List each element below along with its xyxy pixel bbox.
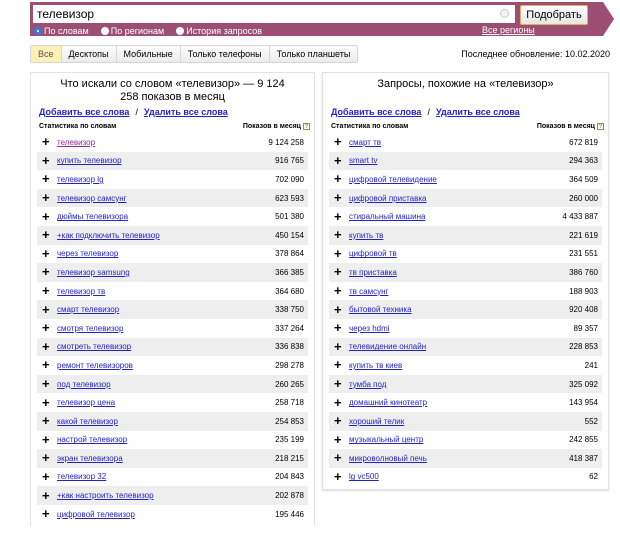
keyword-link[interactable]: смарт телевизор [57,305,120,315]
table-row [37,431,308,450]
add-keyword-icon[interactable]: + [334,338,342,354]
table-row [329,431,602,450]
keyword-link[interactable]: lg vc500 [349,472,379,482]
add-keyword-icon[interactable]: + [334,134,342,150]
table-row [329,300,602,319]
table-row [329,319,602,338]
impressions-count: 418 387 [569,453,598,463]
keyword-link[interactable]: какой телевизор [57,416,118,426]
radio-label: История запросов [186,25,262,36]
add-keyword-icon[interactable]: + [334,320,342,336]
keyword-link[interactable]: телевидение онлайн [349,342,427,352]
impressions-count: 672 819 [569,137,598,147]
add-keyword-icon[interactable]: + [42,134,50,150]
table-row [329,375,602,394]
keyword-link[interactable]: домашний кинотеатр [349,398,428,408]
add-keyword-icon[interactable]: + [42,431,50,447]
add-all-words-link[interactable]: Добавить все слова [331,107,422,117]
impressions-count: 254 853 [275,416,304,426]
keyword-link[interactable]: телевизор самсунг [57,193,127,203]
add-keyword-icon[interactable]: + [42,376,50,392]
radio-unchecked-icon[interactable] [101,27,109,35]
search-input[interactable] [33,5,515,23]
table-row [329,338,602,357]
keyword-link[interactable]: телевизор тв [57,286,106,296]
table-row [37,505,308,524]
keyword-link[interactable]: смарт тв [349,137,382,147]
table-row [329,468,602,487]
impressions-count: 241 [584,360,598,370]
impressions-count: 336 838 [275,342,304,352]
add-keyword-icon[interactable]: + [334,283,342,299]
add-keyword-icon[interactable]: + [42,338,50,354]
help-icon[interactable]: ? [598,123,603,130]
impressions-count: 364 509 [569,174,598,184]
table-row [37,486,308,505]
table-row [37,189,308,208]
impressions-count: 258 718 [275,398,304,408]
add-keyword-icon[interactable]: + [42,245,50,261]
add-keyword-icon[interactable]: + [334,450,342,466]
impressions-count: 298 278 [275,360,304,370]
column-count: Показов в месяц ? [242,123,309,130]
column-keyword: Статистика по словам [331,123,409,130]
table-row [37,468,308,487]
keyword-link[interactable]: ремонт телевизоров [57,360,133,370]
add-keyword-icon[interactable]: + [42,152,50,168]
keyword-link[interactable]: телевизор 32 [57,472,107,482]
table-row [37,152,308,171]
separator: / [427,107,430,117]
add-keyword-icon[interactable]: + [42,394,50,410]
impressions-count: 235 199 [275,435,304,445]
keyword-link[interactable]: телевизор [57,137,96,147]
table-row [37,245,308,264]
keyword-link[interactable]: хороший телик [349,416,405,426]
impressions-count: 386 760 [569,267,598,277]
table-row [37,226,308,245]
table-row [37,375,308,394]
add-keyword-icon[interactable]: + [334,413,342,429]
table-row [329,226,602,245]
keyword-link[interactable]: тв самсунг [349,286,389,296]
search-bar [30,2,603,36]
keyword-link[interactable]: купить телевизор [57,156,122,166]
impressions-count: 221 619 [569,230,598,240]
table-row [37,449,308,468]
impressions-count: 260 000 [569,193,598,203]
table-row [329,356,602,375]
help-icon[interactable]: ? [304,123,309,130]
table-header [323,121,608,133]
table-header [31,121,314,133]
radio-by-regions[interactable] [101,26,164,36]
add-keyword-icon[interactable]: + [334,357,342,373]
table-row [37,263,308,282]
impressions-count: 260 265 [275,379,304,389]
table-row [37,356,308,375]
radio-by-words[interactable] [34,26,89,36]
keyword-list [323,133,608,486]
impressions-count: 552 [584,416,598,426]
radio-unchecked-icon[interactable] [176,27,184,35]
tab-mobile[interactable]: Мобильные [117,46,181,62]
impressions-count: 242 855 [569,435,598,445]
keyword-link[interactable]: бытовой техника [349,305,412,315]
impressions-count: 916 765 [275,156,304,166]
tab-phones-only[interactable]: Только телефоны [181,46,270,62]
add-keyword-icon[interactable]: + [42,487,50,503]
table-row [37,170,308,189]
clear-icon[interactable] [500,9,509,18]
table-row [37,319,308,338]
column-keyword: Статистика по словам [39,123,117,130]
table-row [37,338,308,357]
add-keyword-icon[interactable]: + [42,227,50,243]
tab-all[interactable]: Все [31,46,62,62]
table-row [329,449,602,468]
impressions-count: 378 864 [275,249,304,259]
column-count: Показов в месяц ? [536,123,603,130]
table-row [329,263,602,282]
impressions-count: 143 954 [569,398,598,408]
impressions-count: 231 551 [569,249,598,259]
radio-checked-icon[interactable] [34,27,42,35]
impressions-count: 62 [589,472,598,482]
add-keyword-icon[interactable]: + [334,190,342,206]
tab-desktops[interactable]: Десктопы [62,46,117,62]
keyword-link[interactable]: через телевизор [57,249,119,259]
impressions-count: 4 433 887 [562,212,598,222]
impressions-count: 702 090 [275,174,304,184]
add-keyword-icon[interactable]: + [42,283,50,299]
add-keyword-icon[interactable]: + [42,468,50,484]
keyword-link[interactable]: музыкальный центр [349,435,424,445]
panel-actions [323,105,608,119]
keyword-list [31,133,314,523]
impressions-count: 204 843 [275,472,304,482]
keyword-link[interactable]: настрой телевизор [57,435,128,445]
submit-button[interactable]: Подобрать [520,5,588,25]
keyword-link[interactable]: +как подключить телевизор [57,230,160,240]
keyword-link[interactable]: телевизор цена [57,398,116,408]
add-keyword-icon[interactable]: + [42,208,50,224]
impressions-count: 366 385 [275,267,304,277]
keyword-link[interactable]: тумба под [349,379,387,389]
impressions-count: 337 264 [275,323,304,333]
keyword-link[interactable]: экран телевизора [57,453,123,463]
keyword-link[interactable]: дюймы телевизора [57,212,129,222]
table-row [329,189,602,208]
table-row [37,207,308,226]
keyword-link[interactable]: смотря телевизор [57,323,124,333]
keyword-link[interactable]: микроволновый печь [349,453,427,463]
add-keyword-icon[interactable]: + [42,320,50,336]
add-keyword-icon[interactable]: + [42,171,50,187]
keyword-link[interactable]: цифровой телевизор [57,509,135,519]
keyword-link[interactable]: стиральный машина [349,212,426,222]
add-keyword-icon[interactable]: + [334,301,342,317]
impressions-count: 501 380 [275,212,304,222]
table-row [329,207,602,226]
add-keyword-icon[interactable]: + [334,376,342,392]
impressions-count: 228 853 [569,342,598,352]
add-keyword-icon[interactable]: + [334,431,342,447]
impressions-count: 325 092 [569,379,598,389]
radio-query-history[interactable] [176,26,262,36]
add-keyword-icon[interactable]: + [42,301,50,317]
add-keyword-icon[interactable]: + [334,245,342,261]
impressions-count: 202 878 [275,491,304,501]
add-keyword-icon[interactable]: + [334,208,342,224]
keyword-link[interactable]: купить тв киев [349,360,403,370]
keyword-link[interactable]: телевизор samsung [57,267,130,277]
radio-label: По регионам [110,25,165,36]
remove-all-words-link[interactable]: Удалить все слова [435,107,520,117]
last-update: Последнее обновление: 10.02.2020 [461,49,610,59]
keyword-link[interactable]: купить тв [349,230,384,240]
keyword-link[interactable]: цифровой телевидение [349,174,437,184]
table-row [329,412,602,431]
keyword-link[interactable]: smart tv [349,156,378,166]
impressions-count: 89 357 [573,323,598,333]
impressions-count: 623 593 [275,193,304,203]
add-keyword-icon[interactable]: + [42,264,50,280]
table-row [37,412,308,431]
impressions-count: 450 154 [275,230,304,240]
table-row [329,170,602,189]
panel-actions [31,105,314,119]
impressions-count: 9 124 258 [268,137,304,147]
table-row [37,300,308,319]
all-regions-link[interactable]: Все регионы [482,25,535,35]
keyword-link[interactable]: тв приставка [349,267,397,277]
add-keyword-icon[interactable]: + [42,450,50,466]
keyword-link[interactable]: телевизор lg [57,174,104,184]
impressions-count: 218 215 [275,453,304,463]
keyword-link[interactable]: цифровой тв [349,249,397,259]
add-keyword-icon[interactable]: + [334,227,342,243]
keyword-link[interactable]: через hdmi [349,323,390,333]
impressions-count: 364 680 [275,286,304,296]
add-keyword-icon[interactable]: + [334,264,342,280]
table-row [329,133,602,152]
table-row [329,152,602,171]
add-keyword-icon[interactable]: + [42,190,50,206]
panel-title: Что искали со словом «телевизор» — 9 124 258 показов в месяц [60,78,285,103]
impressions-count: 195 446 [275,509,304,519]
table-row [37,393,308,412]
device-tabs [30,45,358,63]
add-keyword-icon[interactable]: + [42,413,50,429]
keyword-link[interactable]: смотреть телевизор [57,342,132,352]
add-keyword-icon[interactable]: + [334,152,342,168]
keyword-link[interactable]: +как настроить телевизор [57,491,154,501]
add-all-words-link[interactable]: Добавить все слова [39,107,130,117]
impressions-count: 920 408 [569,305,598,315]
add-keyword-icon[interactable]: + [42,357,50,373]
table-row [329,245,602,264]
add-keyword-icon[interactable]: + [334,171,342,187]
table-row [37,133,308,152]
impressions-count: 338 750 [275,305,304,315]
similar-queries-panel [322,72,609,490]
add-keyword-icon[interactable]: + [42,506,50,522]
searched-with-word-panel [30,72,315,526]
table-row [329,393,602,412]
impressions-count: 188 903 [569,286,598,296]
keyword-link[interactable]: цифровой приставка [349,193,427,203]
tab-tablets-only[interactable]: Только планшеты [270,46,358,62]
search-mode-group [34,25,274,36]
keyword-link[interactable]: под телевизор [57,379,111,389]
table-row [329,282,602,301]
table-row [37,282,308,301]
radio-label: По словам [44,25,89,36]
panel-title: Запросы, похожие на «телевизор» [377,78,554,90]
separator: / [135,107,138,117]
remove-all-words-link[interactable]: Удалить все слова [143,107,228,117]
add-keyword-icon[interactable]: + [334,394,342,410]
impressions-count: 294 363 [569,156,598,166]
add-keyword-icon[interactable]: + [334,468,342,484]
